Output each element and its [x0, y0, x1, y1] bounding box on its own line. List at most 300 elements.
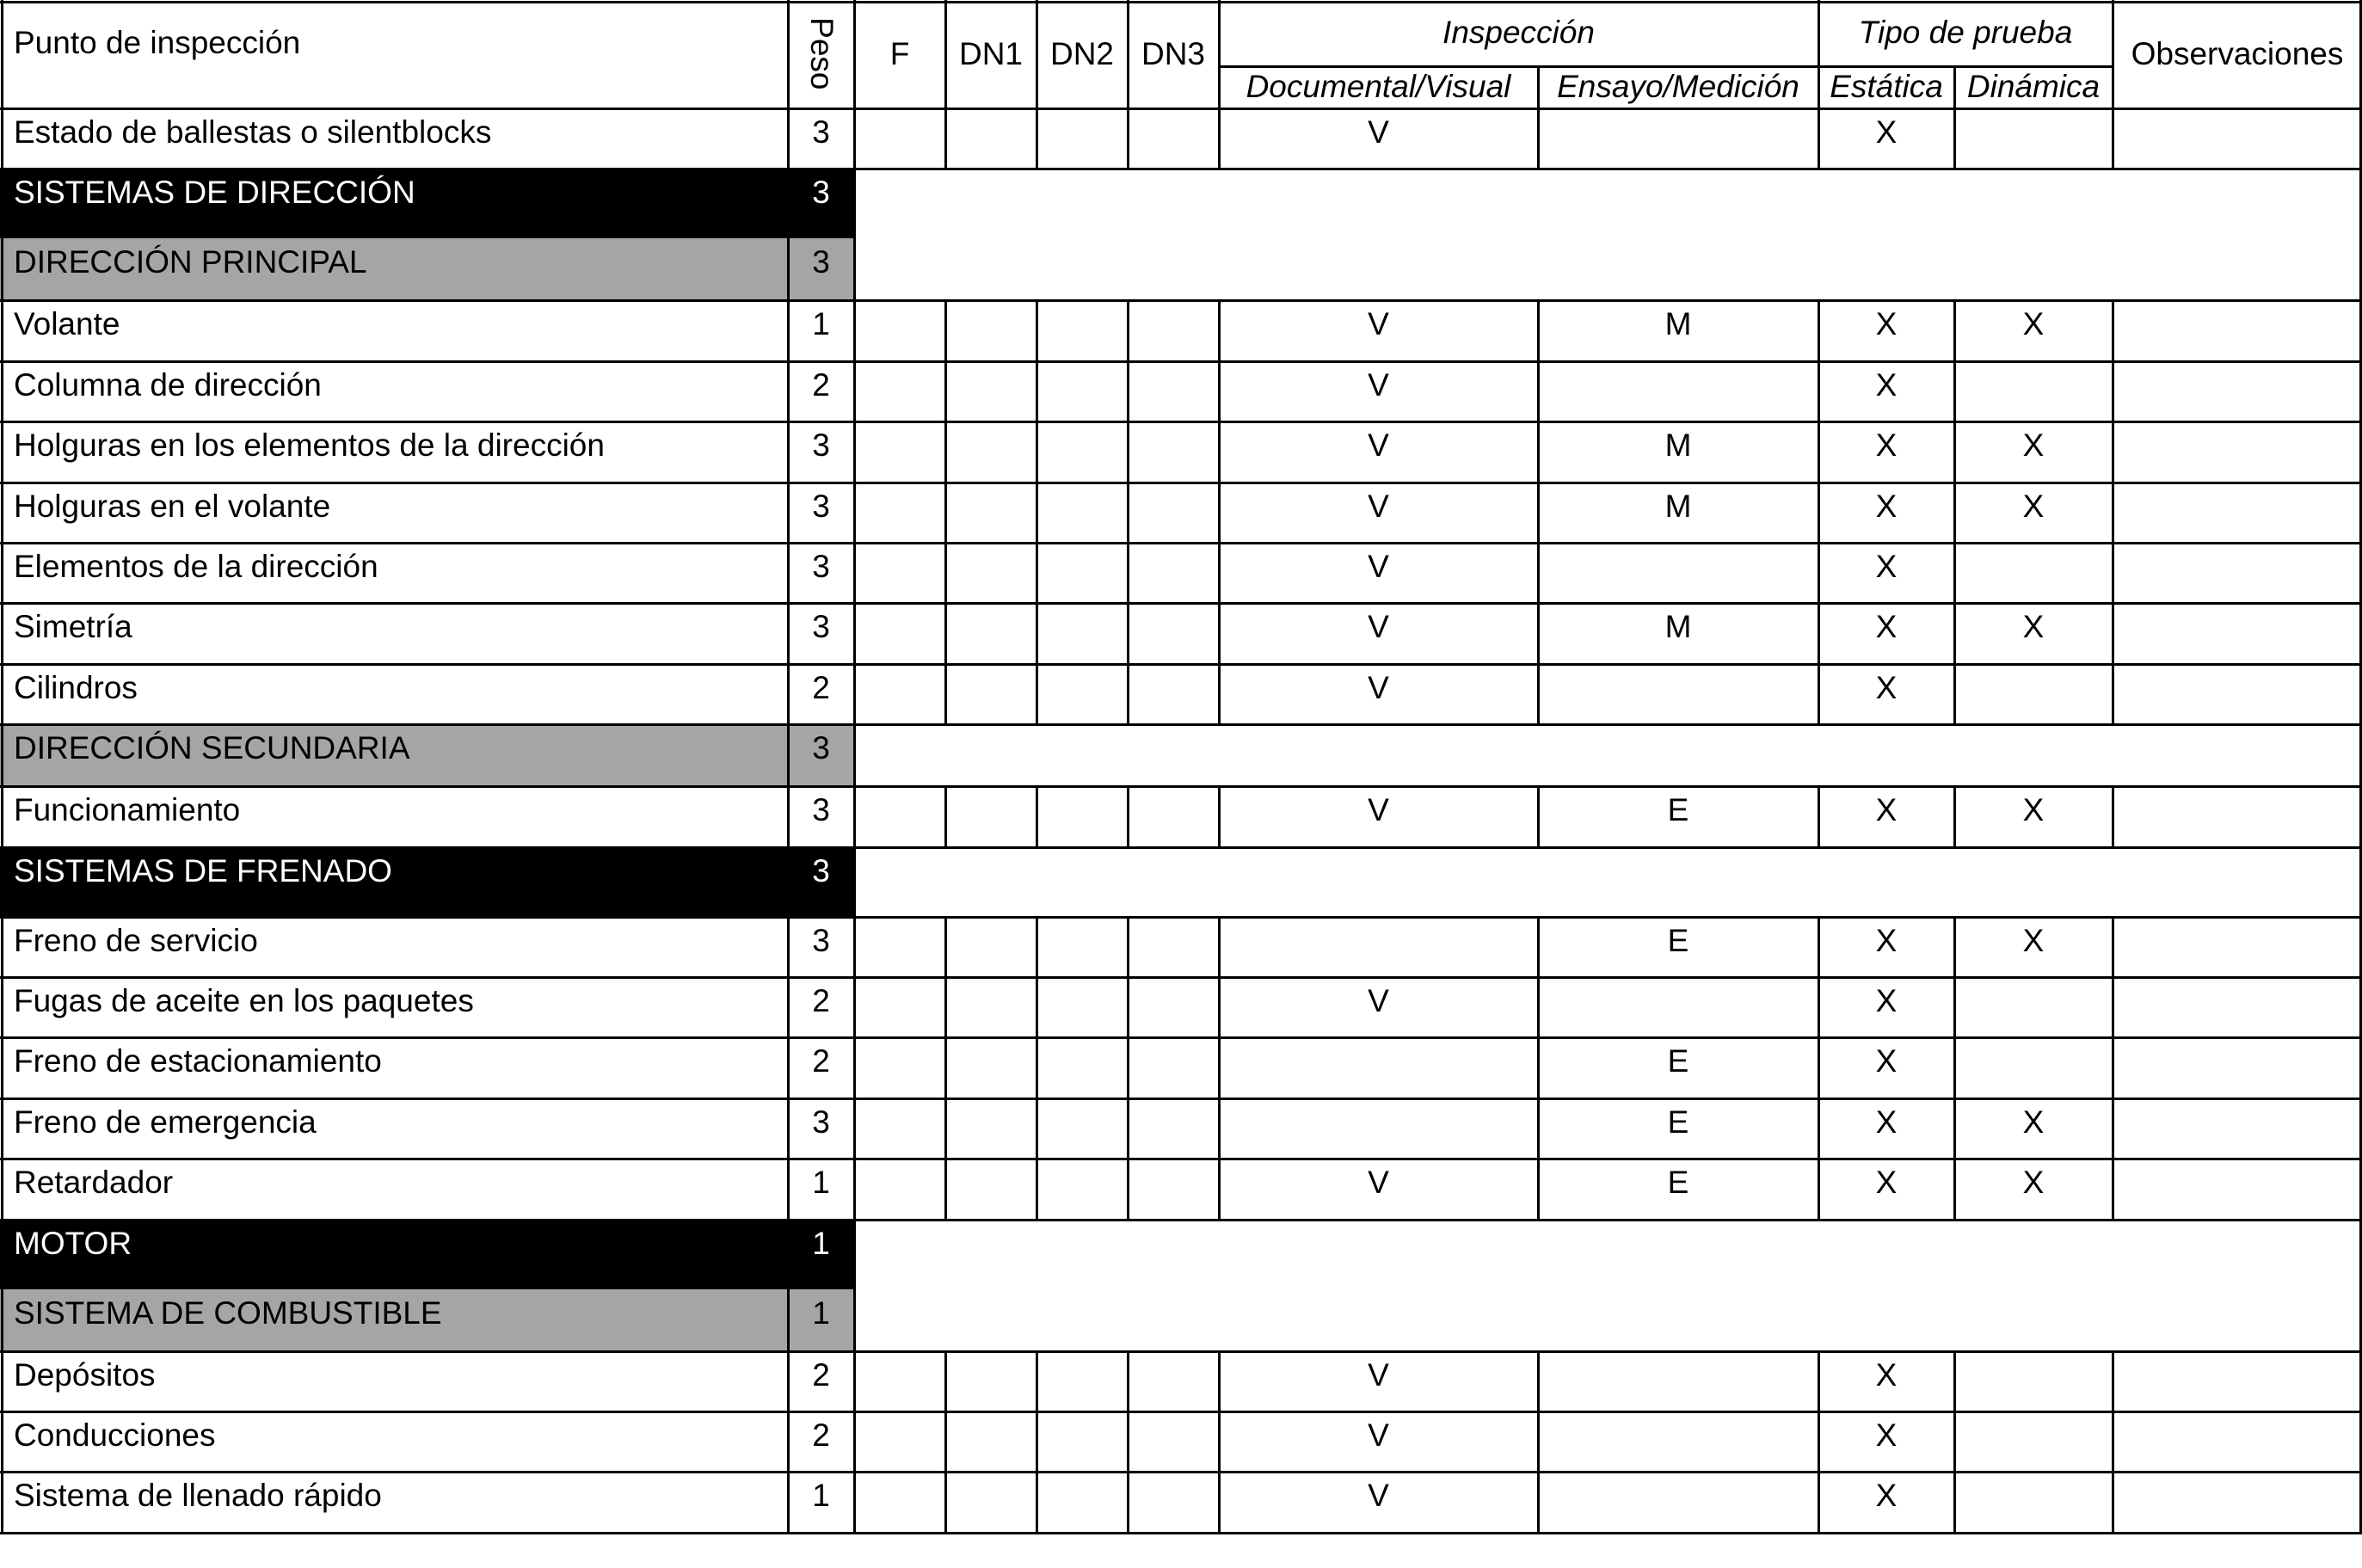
grid-vline [1818, 1351, 1820, 1411]
cell-f [854, 1411, 945, 1472]
grid-vline [1, 0, 3, 108]
row-label: Estado de ballestas o silentblocks [14, 114, 492, 150]
grid-vline [853, 1472, 856, 1532]
cell-din: X [2022, 488, 2045, 524]
grid-hline [0, 602, 2362, 605]
cell-din [1954, 1472, 2113, 1532]
grid-vline [1953, 483, 1956, 543]
cell-ens: M [1664, 488, 1692, 524]
grid-vline [1953, 1098, 1956, 1159]
cell-ens [1538, 1351, 1818, 1411]
grid-vline [787, 169, 790, 238]
row-label: Holguras en los elementos de la dirección [14, 427, 605, 464]
grid-vline [1953, 543, 1956, 603]
grid-vline [1, 603, 3, 663]
cell-dn1 [945, 1351, 1036, 1411]
cell-ens: E [1667, 1165, 1689, 1201]
cell-ens [1538, 664, 1818, 724]
grid-vline [1036, 1411, 1038, 1472]
grid-vline [2112, 1159, 2114, 1219]
cell-f [854, 543, 945, 603]
grid-vline [944, 664, 947, 724]
grid-vline [944, 1037, 947, 1098]
grid-vline [787, 1037, 790, 1098]
grid-vline [2112, 786, 2114, 846]
header-dinamica: Dinámica [1966, 69, 2101, 105]
grid-vline [2112, 1037, 2114, 1098]
cell-obs [2113, 361, 2362, 421]
grid-vline [1218, 1037, 1221, 1098]
cell-obs [2113, 543, 2362, 603]
header-dn2: DN2 [1049, 35, 1115, 71]
grid-vline [787, 543, 790, 603]
cell-est: X [1875, 669, 1898, 705]
cell-peso: 2 [812, 1043, 830, 1079]
grid-vline [1537, 361, 1540, 421]
cell-est: X [1875, 1165, 1898, 1201]
grid-hline [0, 1219, 2362, 1221]
grid-vline [1, 847, 3, 917]
grid-vline [1218, 1159, 1221, 1219]
grid-vline [1953, 603, 1956, 663]
cell-ens: E [1667, 1043, 1689, 1079]
grid-vline [1218, 1098, 1221, 1159]
grid-vline [787, 361, 790, 421]
cell-dn2 [1036, 1411, 1128, 1472]
grid-vline [853, 1220, 856, 1289]
grid-vline [1127, 421, 1129, 482]
grid-vline [1127, 1159, 1129, 1219]
grid-hline [0, 299, 2362, 302]
grid-vline [1818, 1098, 1820, 1159]
cell-doc [1219, 917, 1538, 977]
grid-vline [853, 238, 856, 300]
cell-peso: 2 [812, 1417, 830, 1453]
grid-vline [1953, 977, 1956, 1037]
cell-peso: 2 [812, 669, 830, 705]
cell-dn2 [1036, 786, 1128, 846]
grid-vline [1953, 664, 1956, 724]
grid-vline [1036, 664, 1038, 724]
grid-vline [1127, 977, 1129, 1037]
cell-dn1 [945, 1411, 1036, 1472]
grid-vline [944, 603, 947, 663]
grid-hline [0, 1, 2362, 3]
cell-ens: E [1667, 1104, 1689, 1140]
cell-din: X [2022, 1104, 2045, 1140]
grid-vline [1, 108, 3, 169]
cell-dn1 [945, 421, 1036, 482]
grid-vline [787, 1351, 790, 1411]
grid-vline [787, 724, 790, 786]
row-label: Cilindros [14, 669, 138, 705]
cell-obs [2113, 1351, 2362, 1411]
grid-vline [1036, 1037, 1038, 1098]
subsection-header-peso: 3 [788, 724, 854, 786]
grid-vline [787, 1411, 790, 1472]
cell-obs [2113, 917, 2362, 977]
cell-ens [1538, 543, 1818, 603]
grid-vline [1537, 300, 1540, 360]
grid-vline [787, 1098, 790, 1159]
grid-vline [944, 1351, 947, 1411]
grid-vline [1953, 786, 1956, 846]
grid-vline [1, 169, 3, 238]
cell-ens: E [1667, 922, 1689, 958]
grid-vline [2112, 483, 2114, 543]
cell-dn1 [945, 1159, 1036, 1219]
cell-est: X [1875, 549, 1898, 584]
cell-din [1954, 664, 2113, 724]
cell-obs [2113, 1037, 2362, 1098]
row-label: Freno de servicio [14, 922, 258, 958]
grid-hline [0, 1098, 2362, 1100]
grid-vline [787, 664, 790, 724]
cell-obs [2113, 977, 2362, 1037]
grid-vline [787, 1289, 790, 1351]
grid-vline [1537, 1159, 1540, 1219]
grid-vline [2112, 0, 2114, 108]
cell-peso: 3 [812, 549, 830, 584]
grid-vline [1537, 1411, 1540, 1472]
cell-doc: V [1368, 114, 1389, 150]
grid-vline [787, 300, 790, 360]
grid-vline [1818, 1037, 1820, 1098]
cell-din: X [2022, 306, 2045, 342]
cell-dn2 [1036, 108, 1128, 169]
grid-vline [853, 786, 856, 846]
cell-obs [2113, 483, 2362, 543]
grid-vline [944, 1472, 947, 1532]
grid-vline [1218, 1472, 1221, 1532]
grid-vline [853, 1289, 856, 1351]
section-header-label: SISTEMAS DE DIRECCIÓN [0, 169, 788, 238]
cell-ens [1538, 1411, 1818, 1472]
row-label: Conducciones [14, 1417, 216, 1453]
grid-vline [1537, 421, 1540, 482]
cell-peso: 1 [812, 306, 830, 342]
grid-hline [0, 1411, 2362, 1413]
grid-vline [1127, 0, 1129, 108]
row-label: Holguras en el volante [14, 488, 331, 524]
row-label: Funcionamiento [14, 792, 241, 828]
row-label: Retardador [14, 1165, 174, 1201]
grid-vline [1036, 108, 1038, 169]
cell-obs [2113, 421, 2362, 482]
grid-vline [1818, 1159, 1820, 1219]
grid-vline [1127, 1472, 1129, 1532]
cell-ens [1538, 1472, 1818, 1532]
grid-vline [1, 724, 3, 786]
grid-vline [787, 483, 790, 543]
cell-peso: 3 [812, 427, 830, 464]
grid-vline [1537, 603, 1540, 663]
header-f: F [889, 35, 910, 71]
cell-f [854, 603, 945, 663]
cell-doc: V [1368, 1478, 1389, 1514]
grid-vline [1, 664, 3, 724]
grid-vline [1218, 603, 1221, 663]
grid-vline [1953, 1351, 1956, 1411]
grid-vline [1818, 664, 1820, 724]
grid-vline [2112, 1472, 2114, 1532]
cell-doc [1219, 1037, 1538, 1098]
cell-dn3 [1128, 1037, 1219, 1098]
grid-vline [1036, 361, 1038, 421]
cell-doc: V [1368, 609, 1389, 645]
cell-din [1954, 543, 2113, 603]
grid-vline [944, 786, 947, 846]
cell-est: X [1875, 366, 1898, 403]
grid-hline [0, 168, 2362, 170]
grid-vline [853, 1411, 856, 1472]
grid-vline [2112, 603, 2114, 663]
grid-vline [787, 238, 790, 300]
cell-peso: 2 [812, 1356, 830, 1393]
cell-obs [2113, 300, 2362, 360]
cell-din: X [2022, 922, 2045, 958]
cell-est: X [1875, 306, 1898, 342]
grid-vline [2112, 543, 2114, 603]
grid-vline [1, 1411, 3, 1472]
cell-est: X [1875, 922, 1898, 958]
cell-dn3 [1128, 543, 1219, 603]
grid-vline [1036, 603, 1038, 663]
cell-dn3 [1128, 300, 1219, 360]
cell-dn1 [945, 483, 1036, 543]
grid-vline [853, 1159, 856, 1219]
grid-vline [1127, 108, 1129, 169]
cell-din [1954, 1351, 2113, 1411]
grid-vline [1818, 603, 1820, 663]
grid-vline [1537, 917, 1540, 977]
grid-vline [944, 1411, 947, 1472]
grid-vline [1218, 917, 1221, 977]
grid-vline [853, 847, 856, 917]
grid-hline [0, 1532, 2362, 1534]
grid-vline [1218, 421, 1221, 482]
grid-vline [853, 169, 856, 238]
cell-doc [1219, 1098, 1538, 1159]
grid-vline [853, 603, 856, 663]
grid-vline [1036, 977, 1038, 1037]
grid-vline [1036, 786, 1038, 846]
cell-ens [1538, 977, 1818, 1037]
grid-vline [1, 361, 3, 421]
grid-vline [853, 664, 856, 724]
cell-peso: 1 [812, 1478, 830, 1514]
cell-est: X [1875, 1417, 1898, 1453]
cell-dn1 [945, 1037, 1036, 1098]
cell-dn2 [1036, 483, 1128, 543]
grid-vline [1, 483, 3, 543]
cell-est: X [1875, 983, 1898, 1018]
grid-vline [853, 0, 856, 108]
grid-vline [1818, 543, 1820, 603]
section-header-label: MOTOR [0, 1220, 788, 1289]
header-documental: Documental/Visual [1246, 69, 1511, 105]
cell-peso: 3 [812, 1104, 830, 1140]
cell-doc: V [1368, 669, 1389, 705]
grid-vline [1818, 1472, 1820, 1532]
grid-vline [1818, 300, 1820, 360]
cell-dn2 [1036, 543, 1128, 603]
grid-vline [1537, 1037, 1540, 1098]
cell-din [1954, 108, 2113, 169]
cell-f [854, 361, 945, 421]
header-peso-label: Peso [803, 17, 840, 90]
cell-ens: E [1667, 792, 1689, 828]
grid-vline [1953, 1472, 1956, 1532]
cell-dn3 [1128, 1098, 1219, 1159]
cell-est: X [1875, 792, 1898, 828]
grid-vline [787, 603, 790, 663]
grid-vline [787, 786, 790, 846]
grid-hline [0, 542, 2362, 544]
grid-vline [787, 0, 790, 108]
grid-vline [1537, 1351, 1540, 1411]
grid-vline [1127, 543, 1129, 603]
grid-vline [1, 300, 3, 360]
section-header-peso: 1 [788, 1220, 854, 1289]
header-observaciones: Observaciones [2131, 35, 2344, 71]
cell-f [854, 786, 945, 846]
grid-vline [944, 1098, 947, 1159]
grid-vline [2112, 977, 2114, 1037]
cell-peso: 3 [812, 114, 830, 150]
cell-obs [2113, 1098, 2362, 1159]
row-label: Columna de dirección [14, 366, 322, 403]
cell-dn1 [945, 361, 1036, 421]
cell-peso: 2 [812, 983, 830, 1018]
cell-peso: 3 [812, 792, 830, 828]
header-ensayo: Ensayo/Medición [1557, 69, 1799, 105]
cell-dn1 [945, 603, 1036, 663]
row-label: Freno de estacionamiento [14, 1043, 382, 1079]
grid-vline [944, 108, 947, 169]
cell-dn2 [1036, 1037, 1128, 1098]
cell-doc: V [1368, 366, 1389, 403]
grid-vline [853, 917, 856, 977]
row-label: Elementos de la dirección [14, 549, 378, 584]
cell-f [854, 483, 945, 543]
grid-vline [944, 977, 947, 1037]
grid-vline [853, 1037, 856, 1098]
grid-vline [2112, 664, 2114, 724]
header-dn1: DN1 [958, 35, 1024, 71]
cell-dn2 [1036, 1472, 1128, 1532]
grid-vline [944, 543, 947, 603]
grid-vline [1036, 300, 1038, 360]
cell-f [854, 917, 945, 977]
grid-vline [1127, 361, 1129, 421]
cell-din: X [2022, 1165, 2045, 1201]
cell-dn1 [945, 300, 1036, 360]
header-punto: Punto de inspección [14, 25, 301, 60]
grid-vline [1127, 664, 1129, 724]
grid-hline [0, 360, 2362, 363]
grid-vline [1, 1351, 3, 1411]
subsection-header-peso: 1 [788, 1289, 854, 1351]
grid-vline [1953, 1411, 1956, 1472]
cell-f [854, 108, 945, 169]
cell-doc: V [1368, 427, 1389, 464]
cell-est: X [1875, 609, 1898, 645]
cell-dn2 [1036, 1098, 1128, 1159]
grid-vline [1127, 917, 1129, 977]
grid-vline [1818, 421, 1820, 482]
cell-dn1 [945, 977, 1036, 1037]
cell-obs [2113, 1472, 2362, 1532]
grid-vline [1036, 917, 1038, 977]
cell-ens: M [1664, 306, 1692, 342]
grid-vline [1036, 543, 1038, 603]
grid-vline [1818, 1411, 1820, 1472]
grid-vline [1818, 361, 1820, 421]
grid-hline [0, 108, 2362, 110]
grid-vline [944, 483, 947, 543]
grid-hline [0, 785, 2362, 788]
row-label: Depósitos [14, 1356, 156, 1393]
grid-vline [2112, 1351, 2114, 1411]
grid-vline [853, 483, 856, 543]
grid-vline [944, 421, 947, 482]
cell-dn2 [1036, 917, 1128, 977]
cell-obs [2113, 1159, 2362, 1219]
grid-vline [1127, 1037, 1129, 1098]
cell-din [1954, 1411, 2113, 1472]
cell-obs [2113, 786, 2362, 846]
subsection-header-label: SISTEMA DE COMBUSTIBLE [0, 1289, 788, 1351]
section-header-label: SISTEMAS DE FRENADO [0, 847, 788, 917]
grid-vline [1218, 1411, 1221, 1472]
grid-hline [0, 482, 2362, 484]
grid-vline [1036, 421, 1038, 482]
cell-doc: V [1368, 306, 1389, 342]
grid-vline [1953, 108, 1956, 169]
grid-vline [1036, 1351, 1038, 1411]
grid-vline [853, 300, 856, 360]
grid-vline [2112, 361, 2114, 421]
cell-est: X [1875, 1043, 1898, 1079]
grid-vline [787, 917, 790, 977]
cell-dn3 [1128, 1351, 1219, 1411]
grid-vline [2112, 300, 2114, 360]
grid-vline [1036, 1159, 1038, 1219]
grid-vline [944, 0, 947, 108]
grid-vline [944, 300, 947, 360]
grid-vline [1537, 1472, 1540, 1532]
cell-peso: 2 [812, 366, 830, 403]
grid-hline [0, 1036, 2362, 1039]
grid-vline [1, 1220, 3, 1289]
cell-doc: V [1368, 1417, 1389, 1453]
grid-vline [2112, 1098, 2114, 1159]
grid-hline [0, 1350, 2362, 1353]
grid-vline [1218, 108, 1221, 169]
grid-vline [1218, 664, 1221, 724]
cell-peso: 3 [812, 609, 830, 645]
cell-ens: M [1664, 427, 1692, 464]
grid-vline [1, 1289, 3, 1351]
subsection-header-label: DIRECCIÓN PRINCIPAL [0, 238, 788, 300]
cell-dn1 [945, 917, 1036, 977]
cell-dn1 [945, 786, 1036, 846]
grid-vline [1, 238, 3, 300]
subsection-header-label: DIRECCIÓN SECUNDARIA [0, 724, 788, 786]
grid-vline [787, 977, 790, 1037]
cell-dn2 [1036, 300, 1128, 360]
